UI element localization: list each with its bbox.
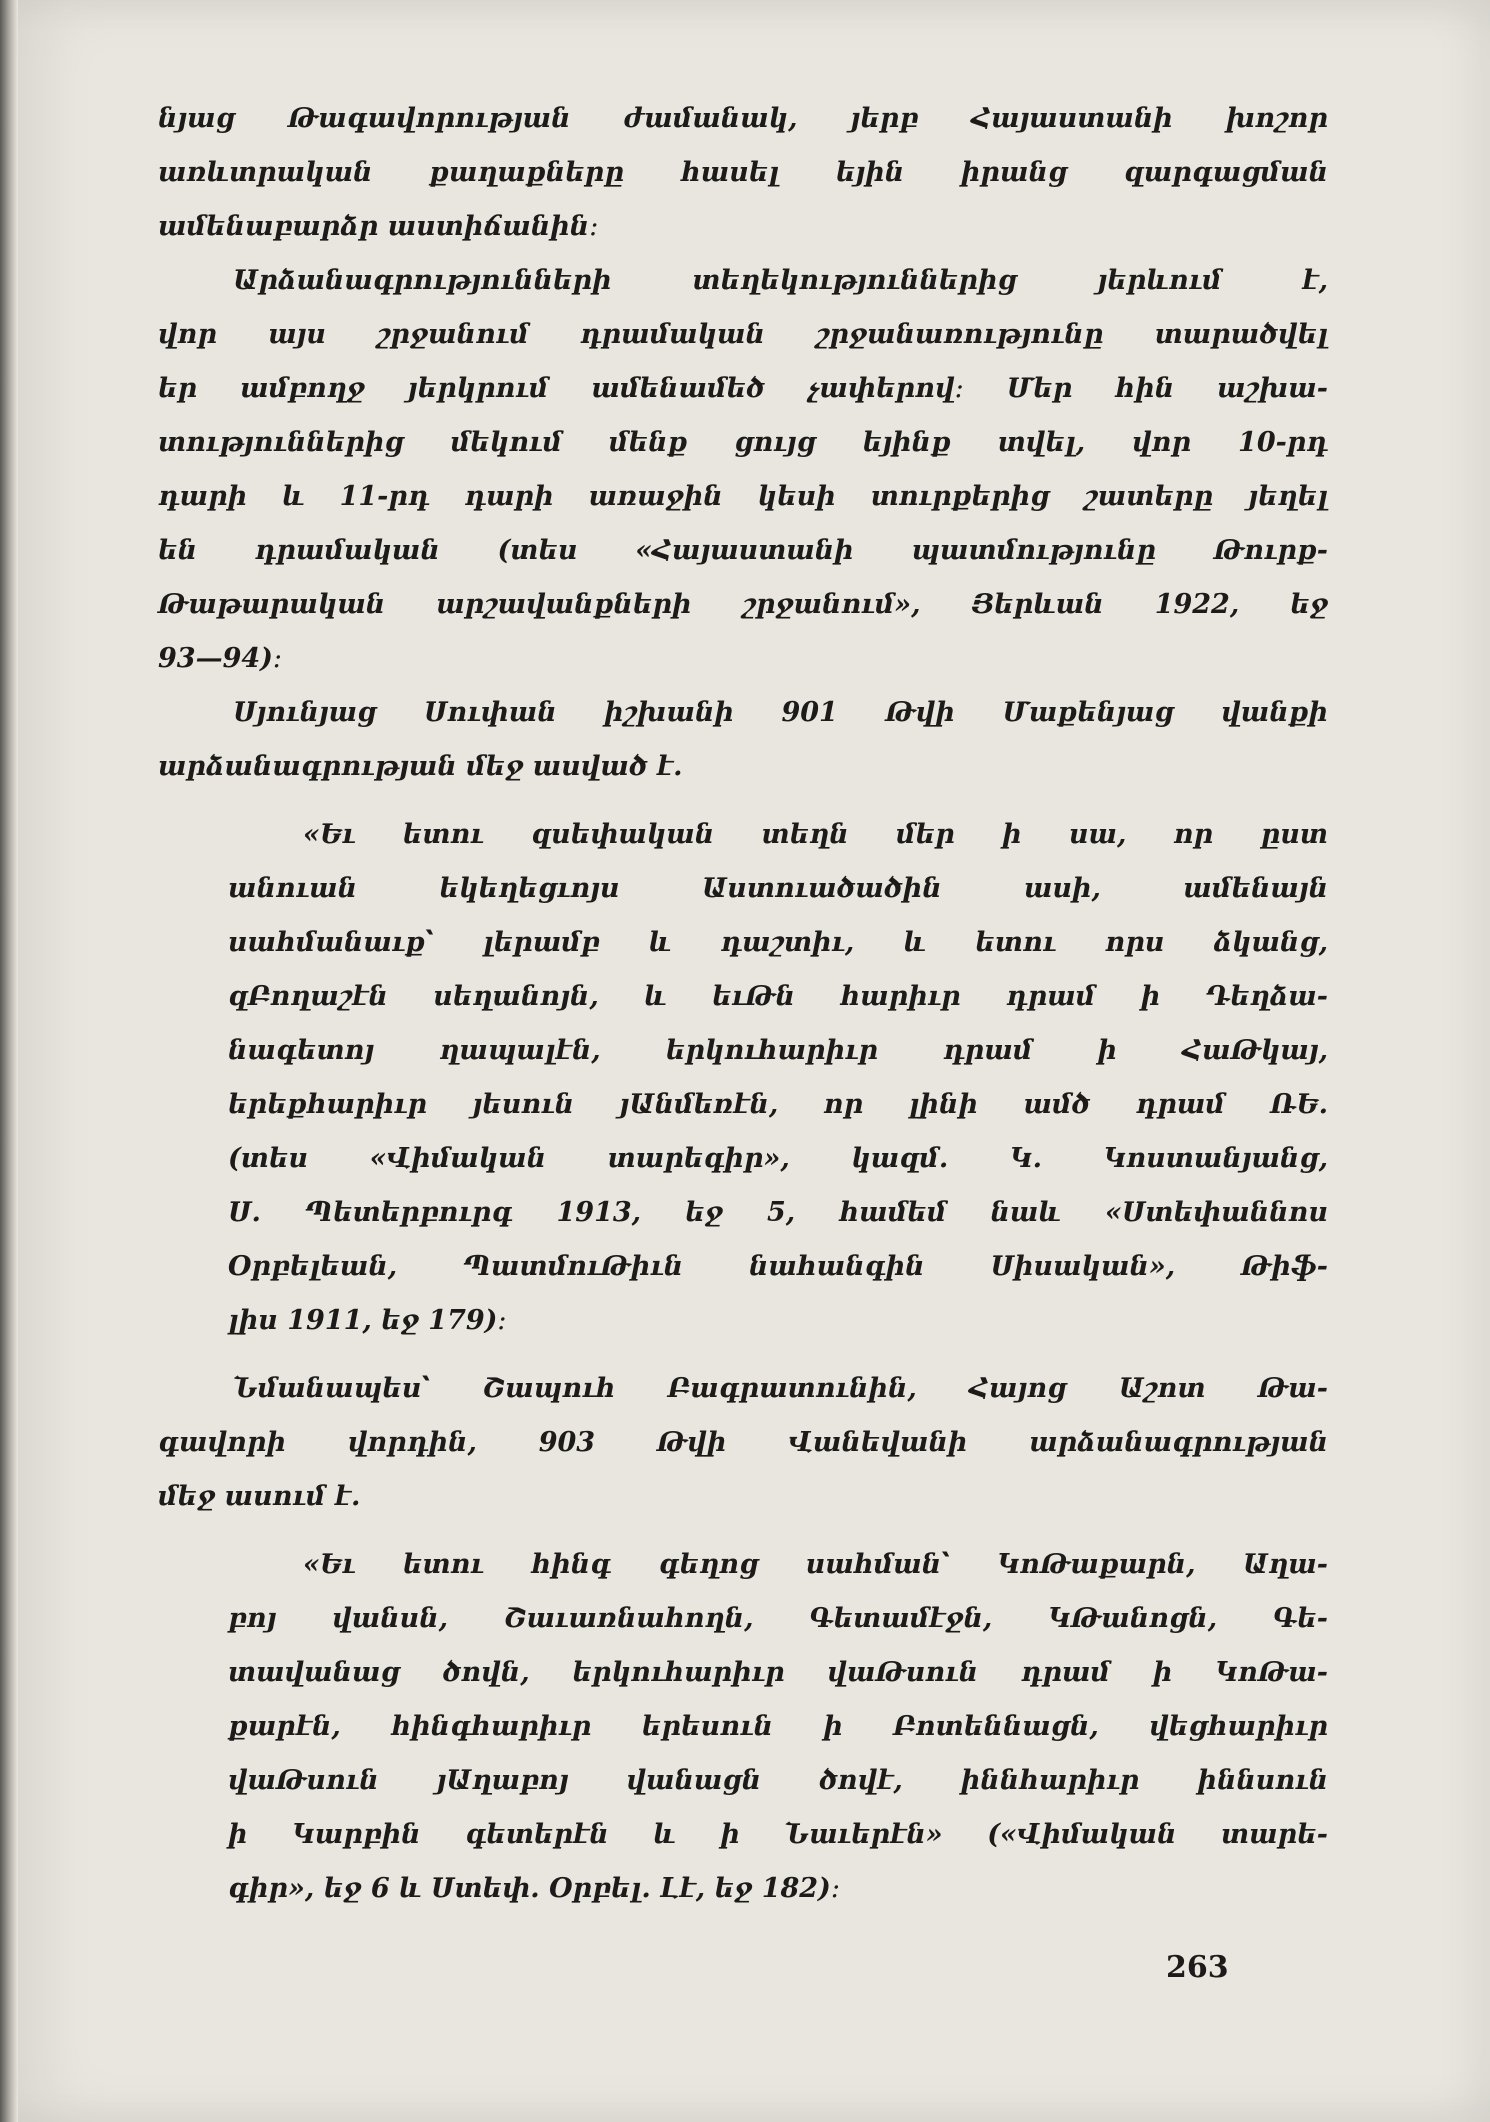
text-line: են դրամական (տես «Հայաստանի պատմությունը Թուրք- (158, 535, 1328, 566)
text-line: տություններից մեկում մենք ցույց եյինք տվել, վոր 10-րդ (158, 427, 1328, 458)
page-text (158, 92, 1328, 1916)
text-line: վոր այս շրջանում դրամական շրջանառությունը տարածվել (158, 319, 1328, 350)
text-line: Թաթարական արշավանքների շրջանում», Յերևան 1922, եջ (158, 589, 1328, 620)
text-line: ամենաբարձր աստիճանին։ (158, 211, 599, 242)
text-line: սահմանաւք՝ լերամբ և դաշտիւ, և ետու որս ձկանց, (228, 927, 1328, 958)
text-line: Ս. Պետերբուրգ 1913, եջ 5, համեմ նաև «Ստեփաննոս (228, 1197, 1328, 1228)
paragraph-2 (158, 254, 1328, 686)
text-line: ի Կարբին գետերէն և ի Նաւերէն» («Վիմական տարե- (228, 1819, 1328, 1850)
text-line: Սյունյաց Սուփան իշխանի 901 Թվի Մաքենյաց վանքի (233, 697, 1328, 728)
text-line: վաԹսուն յԱղաբոյ վանացն ծովէ, իննհարիւր իննսուն (228, 1765, 1328, 1796)
text-line: գիր», եջ 6 և Ստեփ. Օրբել. Լէ, եջ 182)։ (228, 1873, 841, 1904)
text-line: Օրբելեան, ՊատմուԹիւն նահանգին Սիսական», Թիֆ- (228, 1251, 1328, 1282)
text-line: (տես «Վիմական տարեգիր», կազմ. Կ. Կոստանյանց, (228, 1143, 1328, 1174)
paragraph-gap (158, 1524, 1328, 1538)
text-line: քարէն, հինգհարիւր երեսուն ի Բոտեննացն, վեցհարիւր (228, 1711, 1328, 1742)
text-line: «Եւ ետու զսեփական տեղն մեր ի սա, որ ըստ (303, 819, 1328, 850)
text-line: դարի և 11-րդ դարի առաջին կեսի տուրքերից շատերը յեղել (158, 481, 1328, 512)
quote-2 (228, 1538, 1328, 1916)
text-line: Արձանագրությունների տեղեկություններից յերևում է, (233, 265, 1328, 296)
paragraph-4 (158, 1362, 1328, 1524)
page-binding-edge (0, 0, 18, 2122)
text-line: զԲողաշէն սեղանոյն, և եւԹն հարիւր դրամ ի Դեղձա- (228, 981, 1328, 1012)
paragraph-3 (158, 686, 1328, 794)
text-line: անուան եկեղեցւոյս Աստուածածին ասի, ամենայն (228, 873, 1328, 904)
text-line: երեքհարիւր յեսուն յԱնմեռէն, որ լինի ամծ դրամ ՌԵ. (228, 1089, 1328, 1120)
text-line: բոյ վանսն, Շաւառնահողն, Գետամէջն, ԿԹանոցն, Գե- (228, 1603, 1328, 1634)
paragraph-gap (158, 1348, 1328, 1362)
page-number: 263 (1166, 1950, 1229, 1985)
text-line: արձանագրության մեջ ասված է. (158, 751, 683, 782)
text-line: տավանաց ծովն, երկուհարիւր վաԹսուն դրամ ի ԿոԹա- (228, 1657, 1328, 1688)
text-line: նյաց Թագավորության ժամանակ, յերբ Հայաստանի խոշոր (158, 103, 1328, 134)
text-line: Նմանապես՝ Շապուհ Բագրատունին, Հայոց Աշոտ Թա- (233, 1373, 1328, 1404)
text-line: «Եւ ետու հինգ գեղոց սահման՝ ԿոԹաքարն, Աղա- (303, 1549, 1328, 1580)
text-line: եր ամբողջ յերկրում ամենամեծ չափերով։ Մեր հին աշխա- (158, 373, 1328, 404)
paragraph-gap (158, 794, 1328, 808)
text-line: նագետոյ ղապալէն, երկուհարիւր դրամ ի ՀաԹկայ, (228, 1035, 1328, 1066)
text-line: լիս 1911, եջ 179)։ (228, 1305, 507, 1336)
text-line: 93—94)։ (158, 643, 283, 674)
text-line: մեջ ասում է. (158, 1481, 361, 1512)
quote-1 (228, 808, 1328, 1348)
text-line: առևտրական քաղաքները հասել եյին իրանց զարգացման (158, 157, 1328, 188)
text-line: գավորի վորդին, 903 Թվի Վանեվանի արձանագրության (158, 1427, 1328, 1458)
paragraph-1 (158, 92, 1328, 254)
